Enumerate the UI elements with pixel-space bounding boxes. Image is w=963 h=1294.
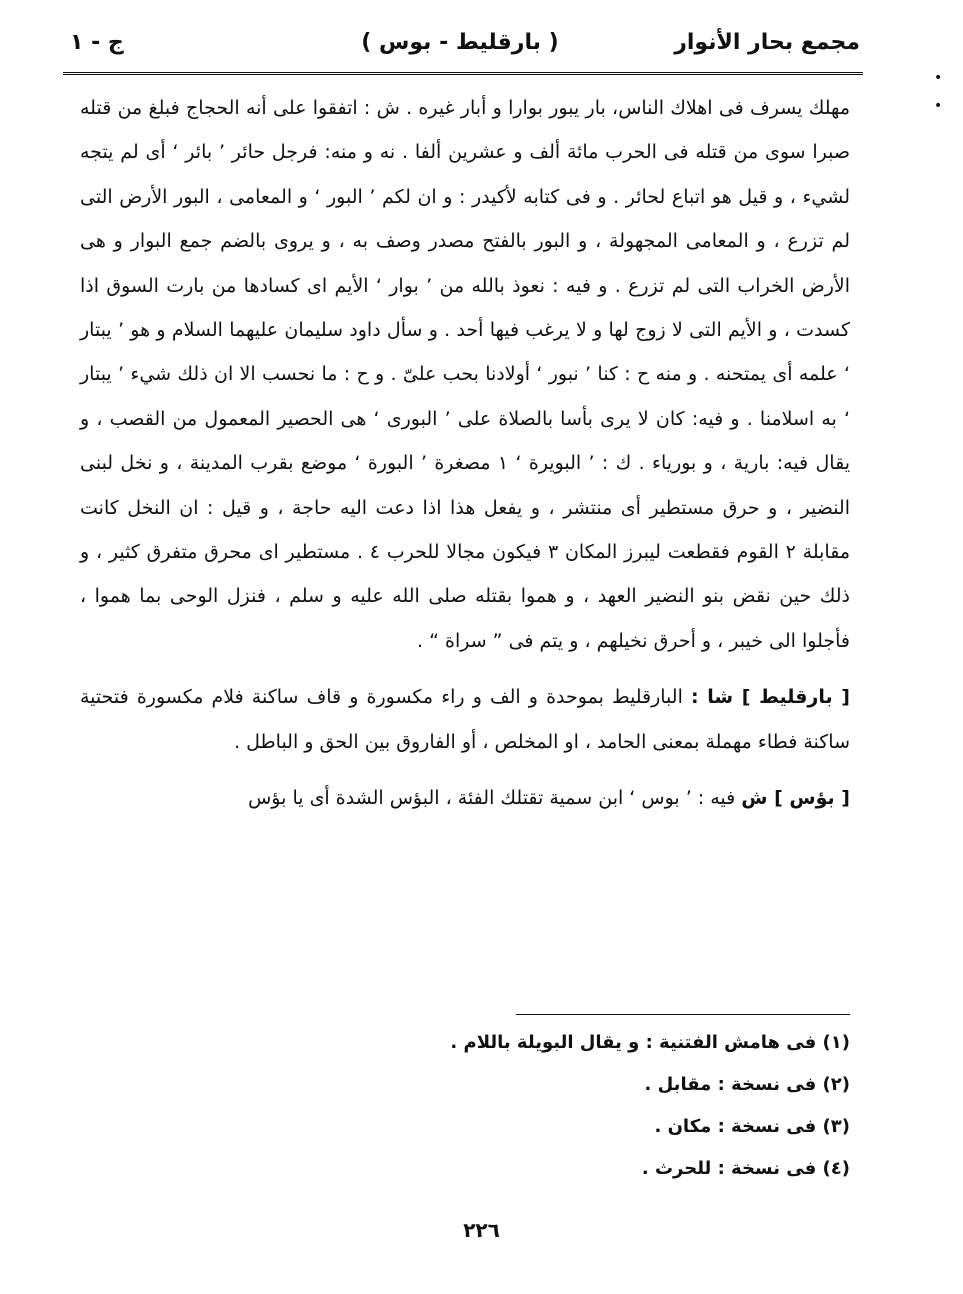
entry-paragraph	[80, 675, 850, 764]
entry-text: فيه : ’ بوس ‘ ابن سمية تقتلك الفئة ، البؤس الشدة أى يا بؤس	[248, 787, 736, 810]
footnote: (١) فى هامش الفتنية : و يقال البويلة باللام .	[450, 1032, 850, 1053]
section-title: ( بارقليط - بوس )	[361, 30, 559, 55]
book-title: مجمع بحار الأنوار	[674, 30, 860, 55]
page-number: ٢٢٦	[463, 1218, 500, 1242]
margin-dot: •	[934, 98, 943, 114]
footnote: (٤) فى نسخة : للحرث .	[641, 1158, 850, 1179]
entry-text: البارقليط بموحدة و الف و راء مكسورة و قاف ساكنة فلام مكسورة فتحتية ساكنة فطاء مهملة بمعنى الحامد ، او المخلص ، أو الفاروق بين الحق و الباطل .	[80, 686, 850, 753]
footnote-rule	[516, 1014, 850, 1015]
entry-headword: [ بارقليط ] شا :	[690, 686, 850, 709]
running-header	[60, 22, 860, 68]
entry-paragraph	[80, 776, 850, 820]
header-rule	[63, 72, 863, 75]
main-text	[80, 86, 850, 821]
paragraph-continued: مهلك يسرف فى اهلاك الناس، بار يبور بوارا و أبار غيره . ش : اتفقوا على أنه الحجاج فبلغ من قتله صبرا سوى من قتله فى الحرب مائة ألف و عشرين ألفا . نه و منه: فرجل حائر ’ بائر ‘ أى لم يتجه لشيء ، و قيل هو اتباع لحائر . و فى كتابه لأكيدر : و ان لكم ’ البور ‘ و المعامى ، البور الأرض التى لم تزرع ، و المعامى المجهولة ، و البور بالفتح مصدر وصف به ، و يروى بالضم جمع البوار و هى الأرض الخراب التى لم تزرع . و فيه : نعوذ بالله من ’ بوار ‘ الأيم اى كسادها من بارت السوق اذا كسدت ، و الأيم التى لا زوج لها و لا يرغب فيها أحد . و سأل داود سليمان عليهما السلام و هو ’ يبتار ‘ علمه أى يمتحنه . و منه ح : كنا ’ نبور ‘ أولادنا بحب علىّ . و ح : ما نحسب الا ان ذلك شيء ’ يبتار ‘ به اسلامنا . و فيه: كان لا يرى بأسا بالصلاة على ’ البورى ‘ هى الحصير المعمول من القصب ، و يقال فيه: بارية ، و بورياء . ك : ’ البويرة ‘ ١ مصغرة ’ البورة ‘ موضع بقرب المدينة ، و نخل لبنى النضير ، و حرق مستطير أى منتشر ، و يفعل هذا اذا دعت اليه حاجة ، و قيل : ان النخل كانت مقابلة ٢ القوم فقطعت ليبرز المكان ٣ فيكون مجالا للحرب ٤ . مستطير اى محرق متفرق كثير ، و ذلك حين نقض بنو النضير العهد ، و هموا بقتله صلى الله عليه و سلم ، فنزل الوحى بما هموا ، فأجلوا الى خيبر ، و أحرق نخيلهم ، و يتم فى ” سراة “ .	[80, 97, 850, 652]
footnote: (٢) فى نسخة : مقابل .	[644, 1074, 850, 1095]
footnotes	[380, 1022, 850, 1190]
volume-label: ج - ١	[70, 30, 124, 55]
entry-headword: [ بؤس ] ش	[741, 787, 850, 810]
footnote: (٣) فى نسخة : مكان .	[654, 1116, 850, 1137]
margin-dot: •	[934, 70, 943, 86]
